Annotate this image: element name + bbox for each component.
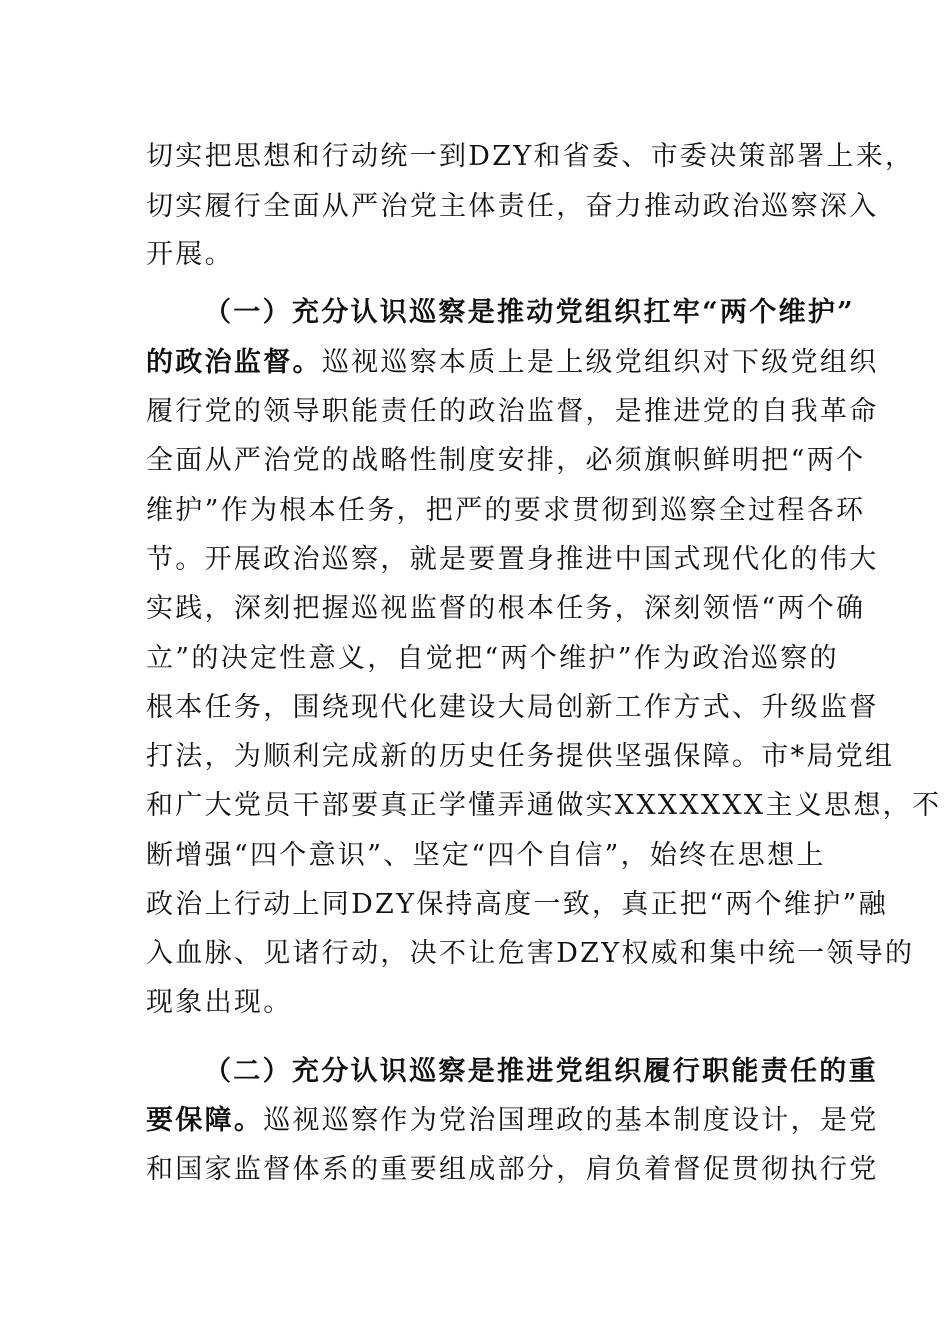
section1-body-line: 维护”作为根本任务，把严的要求贯彻到巡察全过程各环 bbox=[146, 495, 866, 526]
section1-body-line: 打法，为顺利完成新的历史任务提供坚强保障。市*局党组 bbox=[146, 741, 895, 772]
intro-line-2: 切实履行全面从严治党主体责任，奋力推动政治巡察深入 bbox=[146, 191, 879, 222]
section1-body-line: 全面从严治党的战略性制度安排，必须旗帜鲜明把“两个 bbox=[146, 445, 866, 476]
section1-body-line: 实践，深刻把握巡视监督的根本任务，深刻领悟“两个确 bbox=[146, 593, 866, 624]
section1-body-line: 断增强“四个意识”、坚定“四个自信”，始终在思想上 bbox=[146, 840, 826, 871]
section1-body-line: 立”的决定性意义，自觉把“两个维护”作为政治巡察的 bbox=[146, 643, 839, 674]
section1-line-2 bbox=[146, 343, 879, 383]
section1-body-line: 现象出现。 bbox=[146, 987, 293, 1018]
section2-line-2-text: 巡视巡察作为党治国理政的基本制度设计，是党 bbox=[263, 1105, 879, 1136]
section1-body-line: 政治上行动上同DZY保持高度一致，真正把“两个维护”融 bbox=[146, 889, 888, 920]
section2-heading: （二）充分认识巡察是推进党组织履行职能责任的重 bbox=[204, 1056, 878, 1087]
section2-line-2 bbox=[146, 1101, 879, 1141]
section2-body-line: 和国家监督体系的重要组成部分，肩负着督促贯彻执行党 bbox=[146, 1154, 879, 1185]
intro-line-3: 开展。 bbox=[146, 239, 234, 270]
section1-line-2-text: 巡视巡察本质上是上级党组织对下级党组织 bbox=[321, 347, 879, 378]
section1-heading-end: 的政治监督。 bbox=[146, 347, 322, 378]
section1-body-line: 入血脉、见诸行动，决不让危害DZY权威和集中统一领导的 bbox=[146, 938, 915, 969]
section1-body-line: 和广大党员干部要真正学懂弄通做实XXXXXXX主义思想，不 bbox=[146, 790, 942, 821]
section2-heading-end: 要保障。 bbox=[146, 1105, 264, 1136]
intro-line-1: 切实把思想和行动统一到DZY和省委、市委决策部署上来， bbox=[146, 141, 915, 172]
section1-body-line: 根本任务，围绕现代化建设大局创新工作方式、升级监督 bbox=[146, 692, 879, 723]
section1-body-line: 节。开展政治巡察，就是要置身推进中国式现代化的伟大 bbox=[146, 544, 879, 575]
section1-body-line: 履行党的领导职能责任的政治监督，是推进党的自我革命 bbox=[146, 396, 879, 427]
section1-heading: （一）充分认识巡察是推动党组织扛牢“两个维护” bbox=[204, 297, 855, 328]
